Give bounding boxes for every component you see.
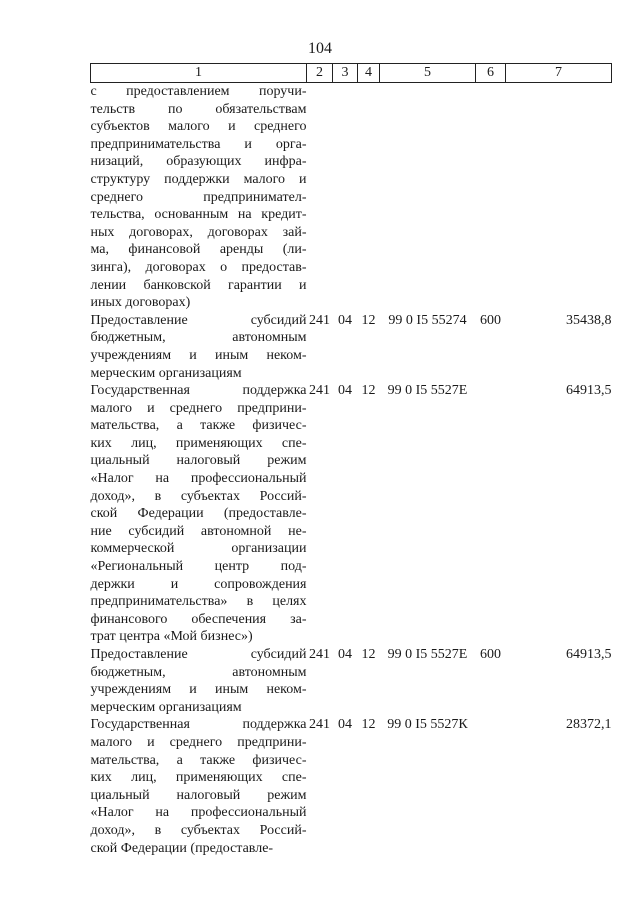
column-header-4: 4 xyxy=(358,64,380,83)
description-line: Предоставление субсидий xyxy=(90,647,307,662)
section-code: 04 xyxy=(338,312,352,328)
section-code: 04 xyxy=(338,717,352,733)
description-line: малого и среднего предприни- xyxy=(90,400,307,416)
amount-value: 28372,1 xyxy=(566,717,612,733)
description-line: доход», в субъектах Россий- xyxy=(90,822,307,838)
description-line: учреждениям и иным неком- xyxy=(90,347,307,363)
description-line: ской Федерации (предоставле- xyxy=(90,840,274,856)
description-line: ких лиц, применяющих спе- xyxy=(90,435,307,451)
description-line: циальный налоговый режим xyxy=(90,787,307,803)
amount-value: 35438,8 xyxy=(566,312,612,328)
description-line: учреждениям и иным неком- xyxy=(90,682,307,698)
description-line: ской Федерации (предоставле- xyxy=(90,506,307,522)
section-code xyxy=(333,83,358,312)
column-header-3: 3 xyxy=(333,64,358,83)
description-line: мерческим организациям xyxy=(90,699,242,715)
description-line: ма, финансовой аренды (ли- xyxy=(90,242,307,258)
ministry-code xyxy=(307,83,333,312)
target-article-code: 99 0 I5 55274 xyxy=(388,312,467,328)
expense-type-code: 600 xyxy=(480,312,501,328)
description-line: держки и сопровождения xyxy=(90,576,307,592)
description-line: коммерческой организации xyxy=(90,541,307,557)
description-line: мательства, а также физичес- xyxy=(90,418,307,434)
description-line: трат центра «Мой бизнес») xyxy=(90,629,253,645)
subsection-code: 12 xyxy=(361,383,376,399)
table-row xyxy=(91,716,612,857)
ministry-code: 241 xyxy=(309,383,330,399)
column-header-1: 1 xyxy=(91,64,307,83)
row-description xyxy=(91,646,307,716)
description-line: низаций, образующих инфра- xyxy=(90,154,307,170)
description-line: с предоставлением поручи- xyxy=(90,84,307,99)
section-code: 04 xyxy=(338,383,352,399)
column-header-7: 7 xyxy=(506,64,612,83)
subsection-code: 12 xyxy=(361,717,376,733)
description-line: финансового обеспечения за- xyxy=(90,611,307,627)
table-row xyxy=(91,382,612,646)
page-number: 104 xyxy=(308,40,332,57)
description-line: тельств по обязательствам xyxy=(90,101,307,117)
expense-type-code xyxy=(476,382,506,646)
amount-value: 64913,5 xyxy=(566,383,612,399)
table-row xyxy=(91,83,612,312)
amount-value: 64913,5 xyxy=(566,647,612,662)
subsection-code: 12 xyxy=(361,647,376,662)
row-description xyxy=(91,312,307,382)
column-header-6: 6 xyxy=(476,64,506,83)
target-article-code xyxy=(380,83,476,312)
description-line: доход», в субъектах Россий- xyxy=(90,488,307,504)
ministry-code: 241 xyxy=(309,647,330,662)
description-line: мерческим организациям xyxy=(90,365,242,381)
description-line: ние субсидий автономной не- xyxy=(90,523,307,539)
row-description xyxy=(91,382,307,646)
row-description xyxy=(91,83,307,312)
amount-value xyxy=(506,83,612,312)
description-line: «Налог на профессиональный xyxy=(90,805,307,821)
description-line: среднего предпринимател- xyxy=(90,189,307,205)
column-header-2: 2 xyxy=(307,64,333,83)
column-header-row xyxy=(91,64,612,83)
description-line: Предоставление субсидий xyxy=(90,312,307,328)
description-line: иных договорах) xyxy=(90,295,191,311)
description-line: малого и среднего предприни- xyxy=(90,734,307,750)
expense-type-code xyxy=(476,83,506,312)
ministry-code: 241 xyxy=(309,717,330,733)
description-line: ких лиц, применяющих спе- xyxy=(90,770,307,786)
expense-type-code: 600 xyxy=(480,647,501,662)
column-header-5: 5 xyxy=(380,64,476,83)
section-code: 04 xyxy=(338,647,352,662)
description-line: циальный налоговый режим xyxy=(90,453,307,469)
description-line: мательства, а также физичес- xyxy=(90,752,307,768)
description-line: субъектов малого и среднего xyxy=(90,119,307,135)
table-row xyxy=(91,646,612,716)
description-line: бюджетным, автономным xyxy=(90,330,307,346)
budget-table xyxy=(90,63,612,857)
description-line: лении банковской гарантии и xyxy=(90,277,307,293)
description-line: предпринимательства» в целях xyxy=(90,594,307,610)
description-line: Государственная поддержка xyxy=(90,717,307,733)
row-description xyxy=(91,716,307,857)
description-line: ных договорах, договорах зай- xyxy=(90,224,307,240)
description-line: предпринимательства и орга- xyxy=(90,136,307,152)
description-line: «Региональный центр под- xyxy=(90,559,307,575)
description-line: зинга), договорах о предостав- xyxy=(90,259,307,275)
table-row xyxy=(91,312,612,382)
target-article-code: 99 0 I5 5527E xyxy=(387,383,468,399)
subsection-code xyxy=(358,83,380,312)
ministry-code: 241 xyxy=(309,312,330,328)
target-article-code: 99 0 I5 5527К xyxy=(387,717,468,733)
subsection-code: 12 xyxy=(361,312,376,328)
description-line: Государственная поддержка xyxy=(90,383,307,399)
target-article-code: 99 0 I5 5527E xyxy=(387,647,468,662)
description-line: бюджетным, автономным xyxy=(90,664,307,680)
expense-type-code xyxy=(476,716,506,857)
description-line: структуру поддержки малого и xyxy=(90,171,307,187)
description-line: «Налог на профессиональный xyxy=(90,471,307,487)
description-line: тельства, основанным на кредит- xyxy=(90,207,307,223)
